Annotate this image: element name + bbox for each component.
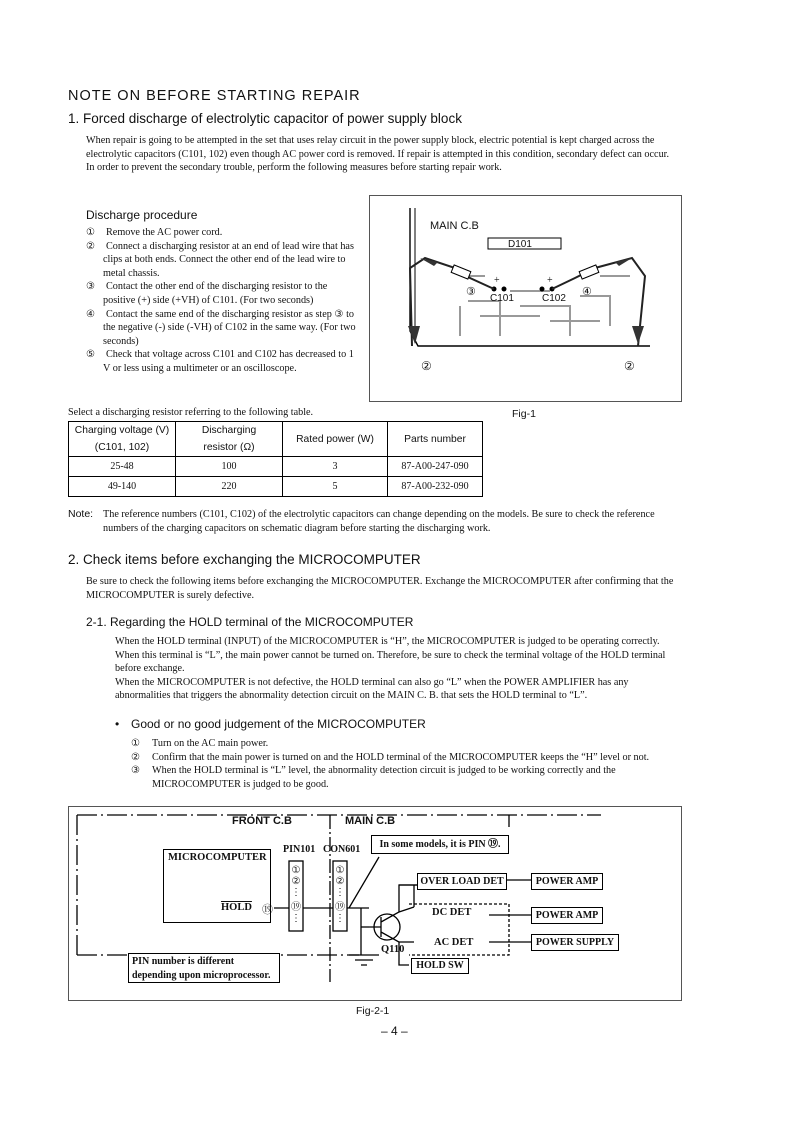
table-cell: 220 [176,477,283,497]
subsection-2-1-heading: 2-1. Regarding the HOLD terminal of the MICROCOMPUTER [86,615,414,629]
procedure-step: ③ Contact the other end of the discharging resistor to the positive (+) side (+VH) of C101. (For two seconds) [86,281,328,306]
parts-table [68,421,483,497]
subsection-para2: When the MICROCOMPUTER is not defective, the HOLD terminal can also go “L” when the POWER AMPLIFIER has any abnormalities that triggers the abnormality detection circuit on the MAIN C. B. that sets the HOLD terminal to “L”. [115,676,629,702]
pin101-label: PIN101 [283,844,316,855]
judgement-step: ③ When the HOLD terminal is “L” level, the abnormality detection circuit is judged to be working correctly and the MICROCOMPUTER is judged to be good. [131,765,616,790]
fig1-step4-marker: ④ [582,286,592,298]
judgement-step: ① Turn on the AC main power. [131,738,269,749]
pin19-marker: ⑲ [262,904,273,916]
fig2-caption: Fig-2-1 [356,1005,390,1017]
procedure-step: ④ Contact the same end of the discharging resistor as step ③ to the negative (-) side (-VH) of C102 in the same way. (For two seconds) [86,308,356,347]
fig1-c101-label: C101 [490,293,514,304]
note-text: The reference numbers (C101, C102) of the electrolytic capacitors can change depending on the models. Be sure to check the reference numbers of the charging capacitors on schematic diagram before starting the discharging work. [103,509,655,534]
section2-heading: 2. Check items before exchanging the MICROCOMPUTER [68,552,421,567]
power-amp-box-2: POWER AMP [531,907,603,924]
hold-sw-box: HOLD SW [411,958,469,974]
over-load-det-box: OVER LOAD DET [417,873,507,890]
table-header-cell: Discharging resistor (Ω) [176,422,283,457]
section1-heading: 1. Forced discharge of electrolytic capacitor of power supply block [68,111,462,126]
fig1-c102-label: C102 [542,293,566,304]
judgement-steps [131,737,682,791]
fig1-step3-marker: ③ [466,286,476,298]
procedure-title: Discharge procedure [86,208,198,222]
dc-det-label: DC DET [432,907,472,918]
table-cell: 87-A00-247-090 [388,457,483,477]
con601-pins: ① ② ⋮ ⑲ ⋮ [335,865,345,924]
table-cell: 100 [176,457,283,477]
procedure-step: ⑤ Check that voltage across C101 and C102 has decreased to 1 V or less using a multimeter or an oscilloscope. [86,349,354,374]
microcomputer-box: MICROCOMPUTER [163,849,271,923]
pin101-pins: ① ② ⋮ ⑲ ⋮ [291,865,301,924]
table-cell: 5 [283,477,388,497]
bullet-icon: • [115,717,120,731]
fig1-step2-marker-right: ② [624,359,635,373]
fig1-caption: Fig-1 [512,408,536,420]
fig1-plus-c101: + [494,275,500,286]
fig1-diagram [369,195,682,402]
fig1-step2-marker-left: ② [421,359,432,373]
judgement-heading: Good or no good judgement of the MICROCOMPUTER [131,717,426,731]
procedure-step: ② Connect a discharging resistor at an end of lead wire that has clips at both ends. Connect the other end of the lead wire to metal chassis. [86,240,354,279]
table-cell: 25-48 [69,457,176,477]
q110-label: Q110 [381,944,405,955]
procedure-steps [86,226,360,376]
section2-paragraph: Be sure to check the following items before exchanging the MICROCOMPUTER. Exchange the MICROCOMPUTER after confirming that the MICROCOMPUTER is surely defective. [86,576,674,601]
hold-terminal-label: HOLD [221,902,252,913]
table-header-cell: Parts number [388,422,483,457]
table-cell: 49-140 [69,477,176,497]
fig1-plus-c102: + [547,275,553,286]
section1-paragraph [86,134,682,175]
table-row [69,477,483,497]
table-cell: 87-A00-232-090 [388,477,483,497]
pin19-note-box: In some models, it is PIN ⑲. [371,835,509,854]
fig1-d101-label: D101 [508,239,532,250]
section1-para2: In order to prevent the secondary trouble, perform the following measures before starting repair work. [86,162,502,174]
power-supply-box: POWER SUPPLY [531,934,619,951]
ac-det-label: AC DET [434,937,474,948]
table-cell: 3 [283,457,388,477]
page-number: – 4 – [381,1024,408,1038]
section1-para1: When repair is going to be attempted in the set that uses relay circuit in the power supply block, electric potential is kept charged across the electrolytic capacitors (C101, 102) even though AC power cord is removed. If repair is attempted in this condition, secondary defect can occur. [86,135,670,160]
front-cb-label: FRONT C.B [232,815,292,827]
procedure-step: ① Remove the AC power cord. [86,227,223,238]
page-title: NOTE ON BEFORE STARTING REPAIR [68,88,361,104]
subsection-para1: When the HOLD terminal (INPUT) of the MICROCOMPUTER is “H”, the MICROCOMPUTER is judged to be operating correctly. When this terminal is “L”, the main power cannot be turned on. Therefore, be sure to check the terminal voltage of the HOLD terminal before exchange. [115,636,666,675]
fig1-main-cb-label: MAIN C.B [430,220,479,232]
judgement-step: ② Confirm that the main power is turned on and the HOLD terminal of the MICROCOMPUTER keeps the “H” level or not. [131,751,650,763]
fig2-diagram [68,806,682,1001]
table-intro: Select a discharging resistor referring to the following table. [68,407,314,418]
power-amp-box-1: POWER AMP [531,873,603,890]
con601-label: CON601 [323,844,361,855]
table-header-cell: Charging voltage (V) (C101, 102) [69,422,176,457]
note-label: Note: [68,508,94,520]
table-header-cell: Rated power (W) [283,422,388,457]
main-cb-label: MAIN C.B [345,815,396,827]
table-header-row [69,422,483,457]
table-row [69,457,483,477]
pin-note-box: PIN number is different depending upon microprocessor. [128,953,280,983]
subsection-2-1-paragraph [115,635,682,703]
